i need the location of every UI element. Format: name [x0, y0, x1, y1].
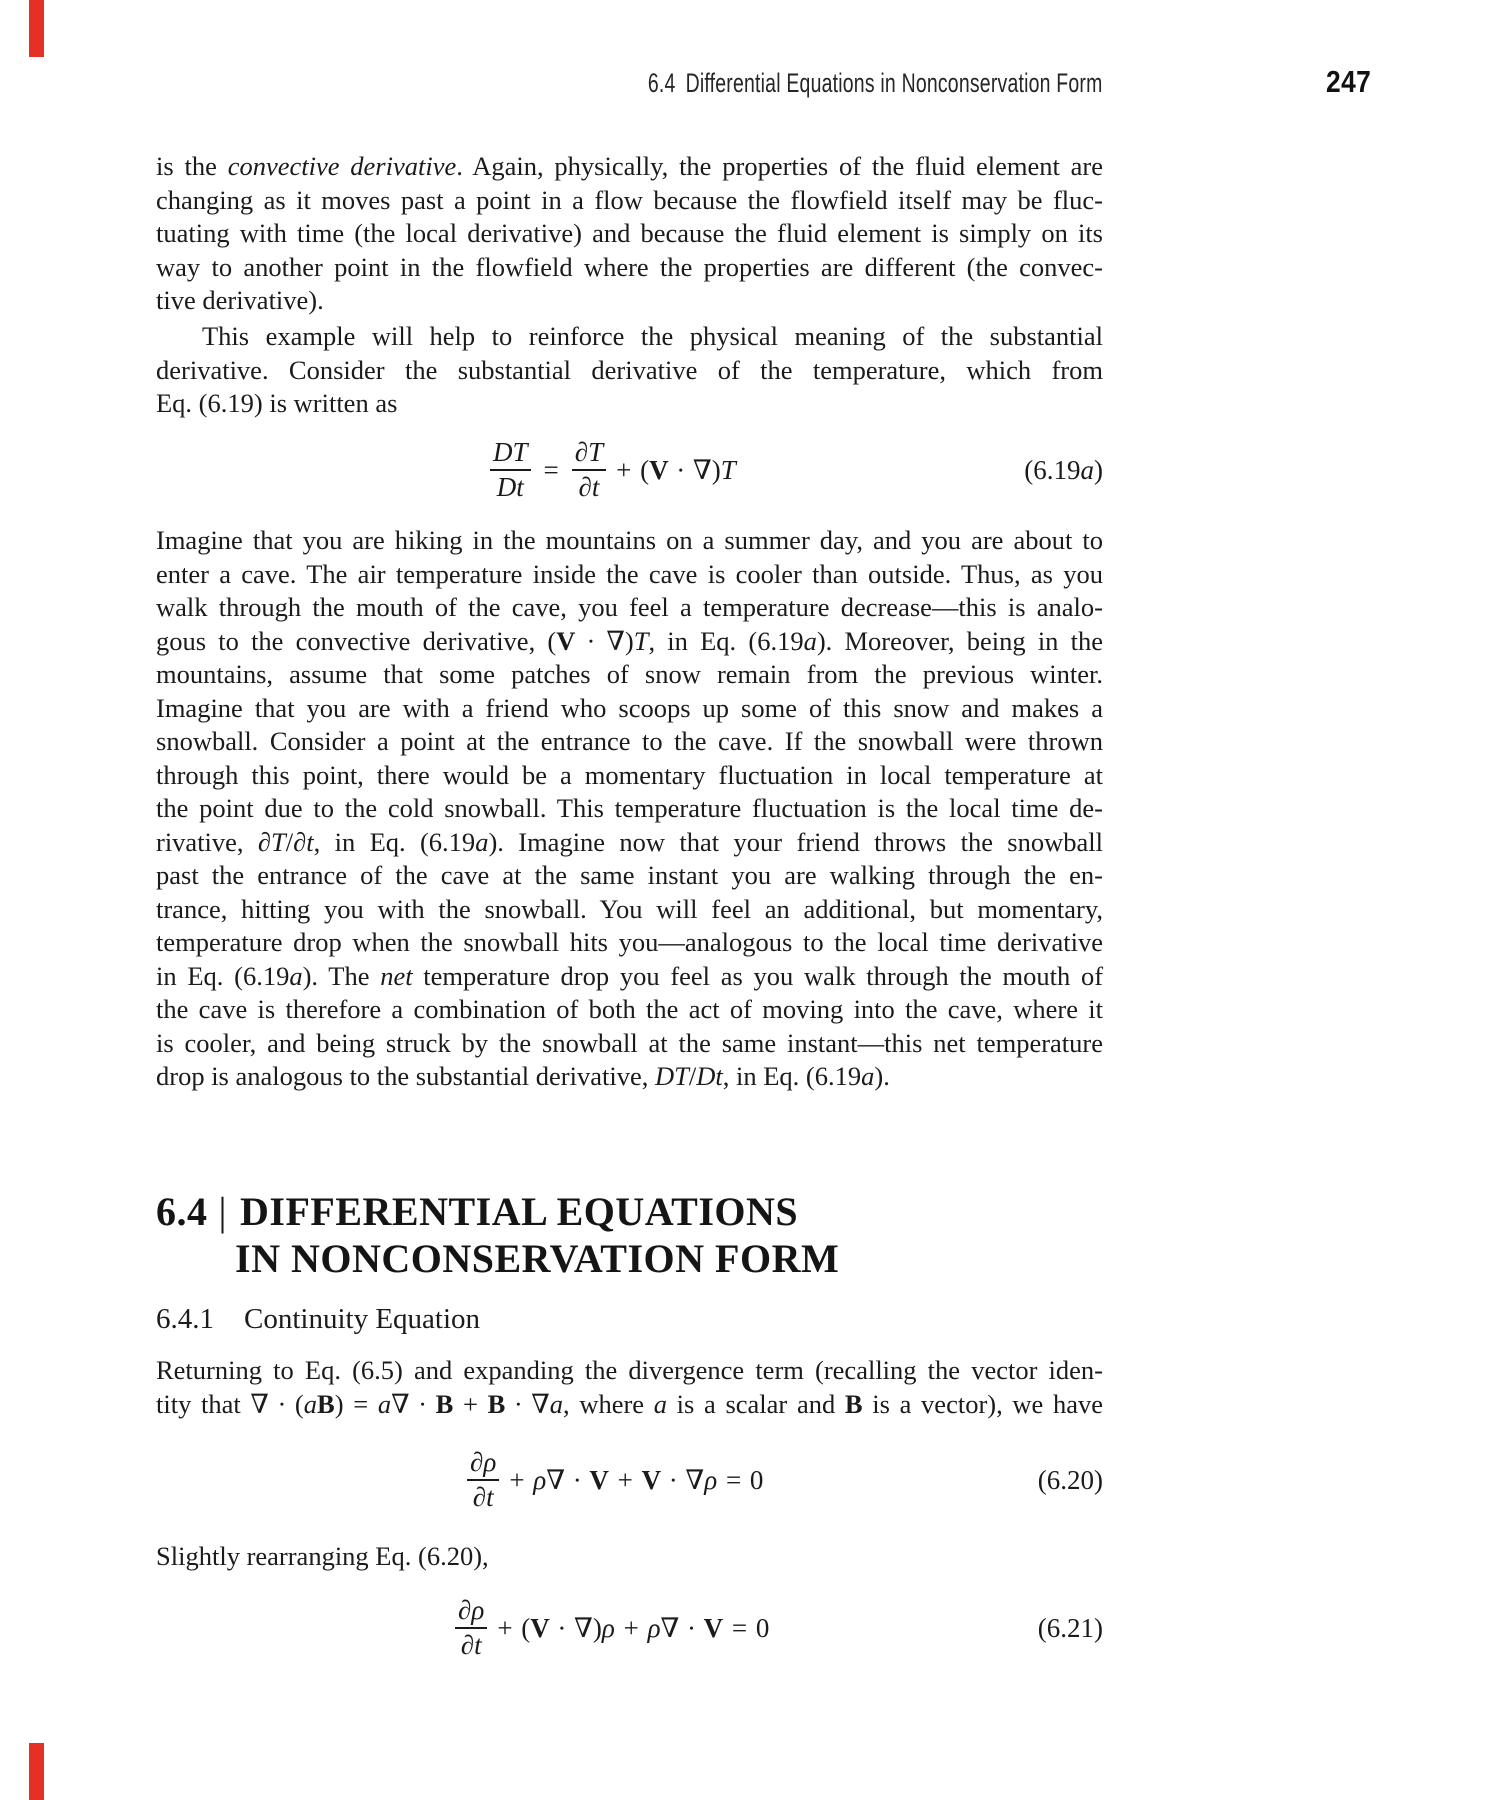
subsection-heading — [156, 1301, 480, 1337]
text-line: enter a cave. The air temperature inside the cave is cooler than outside. Thus, as you — [156, 558, 1103, 589]
equation-6-19a — [156, 430, 1103, 510]
text-line: the point due to the cold snowball. This temperature fluctuation is the local time de- — [156, 793, 1103, 823]
section-title-line2: IN NONCONSERVATION FORM — [235, 1236, 840, 1281]
equation-6-20 — [156, 1440, 1103, 1520]
section-heading-line1 — [156, 1188, 1156, 1235]
text-line: drop is analogous to the substantial derivative, DT/Dt, in Eq. (6.19a). — [156, 1061, 890, 1091]
red-scan-mark-top — [29, 0, 44, 57]
text-line: changing as it moves past a point in a flow because the flowfield itself may be fluc- — [156, 184, 1103, 215]
fraction-numerator: DT — [490, 439, 531, 471]
text-line: snowball. Consider a point at the entrance to the cave. If the snowball were thrown — [156, 726, 1103, 756]
fraction-denominator: ∂t — [472, 1482, 494, 1512]
subsection-number: 6.4.1 — [156, 1303, 214, 1335]
equation-body — [467, 1449, 763, 1511]
equation-body — [490, 439, 736, 501]
paragraph-hiking-analogy — [156, 524, 1103, 1094]
text-line: way to another point in the flowfield where the properties are different (the convec- — [156, 251, 1103, 282]
section-title-line1: DIFFERENTIAL EQUATIONS — [240, 1189, 799, 1234]
text-line: rivative, ∂T/∂t, in Eq. (6.19a). Imagine now that your friend throws the snowball — [156, 826, 1103, 857]
fraction-DT-Dt — [490, 439, 531, 501]
fraction-denominator: Dt — [496, 472, 524, 502]
text-line: This example will help to reinforce the physical meaning of the substantial — [202, 321, 1103, 351]
text-line: Slightly rearranging Eq. (6.20), — [156, 1541, 489, 1571]
red-scan-mark-bottom — [29, 1743, 44, 1800]
equation-terms: + ρ∇ ∙ V + V ∙ ∇ρ = 0 — [509, 1464, 764, 1495]
fraction-numerator: ∂T — [572, 439, 606, 471]
text-line: tuating with time (the local derivative) and because the fluid element is simply on its — [156, 218, 1103, 248]
paragraph-convective-derivative — [156, 150, 1103, 318]
fraction-numerator: ∂ρ — [455, 1597, 487, 1629]
text-line: is cooler, and being struck by the snowball at the same instant—this net temperature — [156, 1027, 1103, 1058]
equation-terms: + (V ∙ ∇)T — [616, 454, 736, 485]
text-line: Eq. (6.19) is written as — [156, 388, 398, 418]
text-line: derivative. Consider the substantial derivative of the temperature, which from — [156, 354, 1103, 385]
text-line: tive derivative). — [156, 285, 324, 315]
equals-sign: = — [543, 454, 559, 485]
text-line: walk through the mouth of the cave, you feel a temperature decrease—this is analo- — [156, 592, 1103, 622]
text-line: the cave is therefore a combination of both the act of moving into the cave, where it — [156, 994, 1103, 1024]
text-line: in Eq. (6.19a). The net temperature drop you feel as you walk through the mouth of — [156, 960, 1104, 991]
text-line: is the convective derivative. Again, physically, the properties of the fluid element are — [156, 151, 1103, 181]
equation-body — [455, 1597, 769, 1659]
fraction-drho-dt — [455, 1597, 487, 1659]
text-line: through this point, there would be a momentary fluctuation in local temperature at — [156, 759, 1103, 790]
running-head — [648, 68, 1103, 99]
section-heading — [156, 1188, 1156, 1282]
equation-terms: + (V ∙ ∇)ρ + ρ∇ ∙ V = 0 — [497, 1612, 770, 1643]
text-line: temperature drop when the snowball hits you—analogous to the local time derivative — [156, 927, 1103, 957]
text-line: gous to the convective derivative, (V ∙ ∇)T, in Eq. (6.19a). Moreover, being in the — [156, 625, 1104, 656]
text-line: Imagine that you are hiking in the mountains on a summer day, and you are about to — [156, 525, 1103, 555]
equation-6-21 — [156, 1588, 1103, 1668]
fraction-denominator: ∂t — [578, 472, 600, 502]
section-separator-bar: | — [218, 1189, 228, 1234]
text-line: mountains, assume that some patches of snow remain from the previous winter. — [156, 659, 1103, 689]
fraction-dT-dt — [572, 439, 606, 501]
text-line: Returning to Eq. (6.5) and expanding the divergence term (recalling the vector iden- — [156, 1355, 1103, 1385]
text-line: Imagine that you are with a friend who scoops up some of this snow and makes a — [156, 692, 1103, 723]
text-line: tity that ∇ ∙ (aB) = a∇ ∙ B + B ∙ ∇a, where a is a scalar and B is a vector), we have — [156, 1388, 1103, 1419]
fraction-denominator: ∂t — [460, 1630, 482, 1660]
running-head-title: Differential Equations in Nonconservation Form — [686, 68, 1103, 98]
subsection-title: Continuity Equation — [244, 1303, 481, 1335]
equation-number: (6.20) — [1037, 1464, 1103, 1495]
section-number: 6.4 — [156, 1189, 208, 1234]
text-line: past the entrance of the cave at the same instant you are walking through the en- — [156, 860, 1103, 890]
fraction-numerator: ∂ρ — [467, 1449, 499, 1481]
text-line: trance, hitting you with the snowball. You will feel an additional, but momentary, — [156, 893, 1103, 924]
equation-number: (6.21) — [1037, 1612, 1103, 1643]
paragraph-returning-eq65 — [156, 1354, 1103, 1421]
running-head-number: 6.4 — [648, 68, 676, 98]
paragraph-rearranging — [156, 1540, 1103, 1574]
paragraph-example-intro — [156, 320, 1103, 421]
page-number: 247 — [1326, 64, 1372, 99]
equation-number: (6.19a) — [1024, 454, 1103, 485]
fraction-drho-dt — [467, 1449, 499, 1511]
